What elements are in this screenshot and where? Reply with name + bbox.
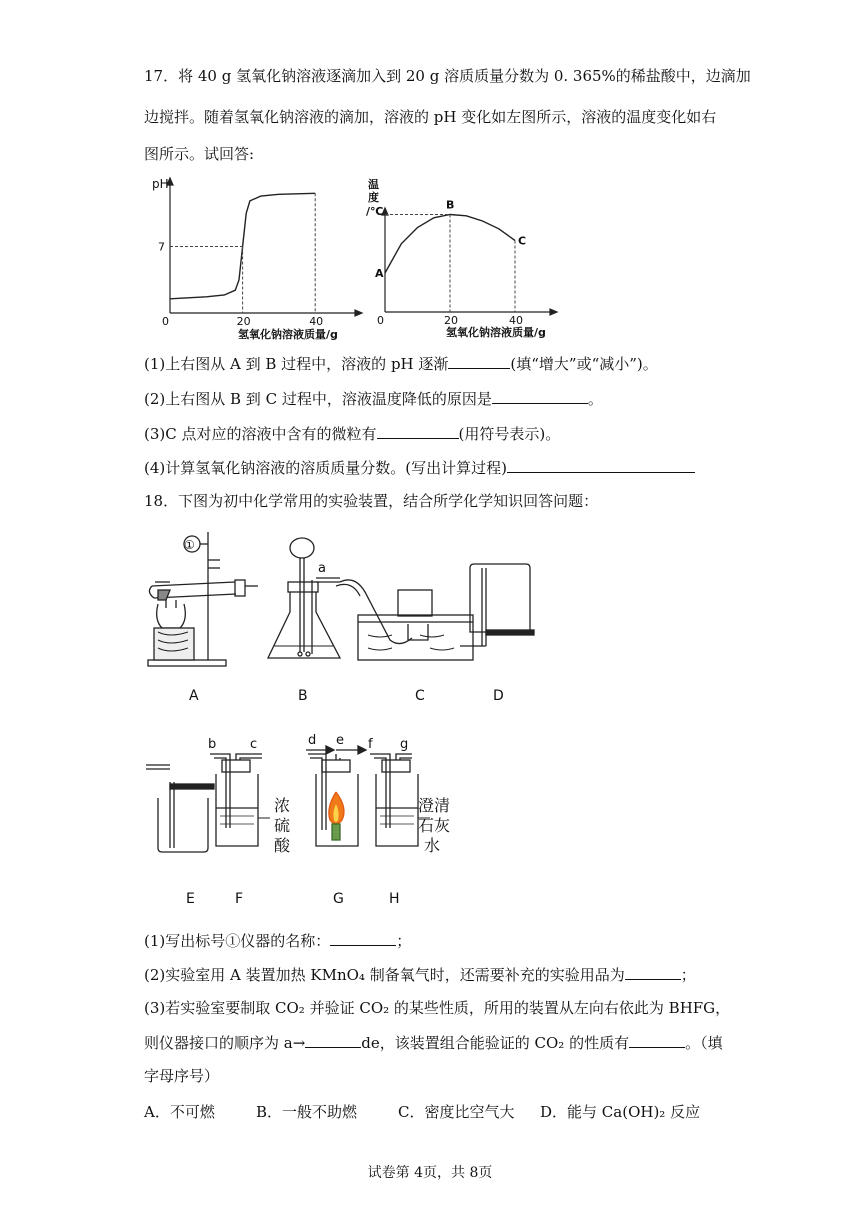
q17-sub3-tail: (用符号表示)。 — [458, 425, 561, 443]
q17-line-3: 图所示。试回答: — [144, 145, 255, 163]
q17-sub1-tail: (填“增大”或“减小”)。 — [510, 355, 658, 373]
temp-y-label-3: /℃ — [366, 205, 384, 218]
ph-x-tick-20: 20 — [236, 315, 251, 328]
q17-sub4-text: (4)计算氢氧化钠溶液的溶质质量分数。(写出计算过程) — [144, 459, 507, 477]
temp-y-label-1: 温 — [368, 178, 379, 191]
temp-chart-axes — [382, 208, 557, 315]
point-a-label: A — [375, 267, 384, 280]
q17-sub2-blank[interactable] — [492, 388, 588, 404]
reagent-f-2: 硫 — [274, 816, 291, 835]
apparatus-a — [148, 532, 258, 666]
point-b-label: B — [446, 198, 455, 212]
ph-chart — [150, 170, 365, 345]
ph-x-label: 氢氧化钠溶液质量/g — [238, 328, 338, 341]
q18-sub1-text: (1)写出标号①仪器的名称： — [144, 932, 331, 950]
apparatus-g — [306, 733, 366, 846]
q17-sub-3 — [144, 423, 560, 444]
q17-sub-1 — [144, 353, 658, 374]
port-d-label: d — [308, 733, 317, 748]
port-b-label: b — [208, 737, 217, 752]
q18-sub3-blank-1[interactable] — [305, 1032, 361, 1048]
option-d[interactable]: D．能与 Ca(OH)₂ 反应 — [540, 1103, 701, 1121]
label-d: D — [493, 688, 504, 704]
port-a-label: a — [318, 561, 326, 576]
temp-x-tick-40: 40 — [509, 314, 523, 327]
q18-sub3-text-c: 。（填 — [685, 1034, 723, 1052]
label-c: C — [415, 688, 425, 704]
q18-sub1-blank[interactable] — [330, 930, 396, 946]
label-f: F — [235, 891, 244, 907]
point-c-label: C — [518, 234, 527, 248]
label-e: E — [186, 891, 195, 907]
temp-x-tick-0: 0 — [377, 314, 384, 327]
temp-x-tick-20: 20 — [444, 314, 458, 327]
q17-sub2-tail: 。 — [587, 390, 603, 408]
reagent-f-3: 酸 — [274, 836, 291, 855]
apparatus-b — [268, 538, 340, 658]
ph-x-tick-0: 0 — [162, 315, 169, 328]
q18-sub2-text: (2)实验室用 A 装置加热 KMnO₄ 制备氧气时，还需要补充的实验用品为 — [144, 966, 625, 984]
q18-sub-3-line-1: (3)若实验室要制取 CO₂ 并验证 CO₂ 的某些性质，所用的装置从左向右依此为 BHFG， — [144, 999, 731, 1017]
q18-sub-2 — [144, 964, 696, 985]
reagent-h-1: 澄清 — [418, 796, 451, 815]
temp-x-label: 氢氧化钠溶液质量/g — [446, 326, 546, 339]
q18-sub3-text-b: de，该装置组合能验证的 CO₂ 的性质有 — [361, 1034, 630, 1052]
option-b[interactable]: B．一般不助燃 — [256, 1103, 358, 1121]
apparatus-row-1 — [140, 520, 540, 680]
q17-sub1-blank[interactable] — [448, 353, 510, 369]
q17-sub3-blank[interactable] — [377, 423, 459, 439]
ph-y-label: pH — [152, 177, 169, 191]
q17-line-1: 17．将 40 g 氢氧化钠溶液逐滴加入到 20 g 溶质质量分数为 0. 365%的稀盐酸中，边滴加 — [144, 67, 751, 85]
ph-y-tick-7: 7 — [158, 240, 165, 254]
apparatus-d — [460, 564, 534, 646]
reagent-h-3: 水 — [424, 836, 441, 855]
q17-sub-4 — [144, 457, 695, 478]
q18-sub2-blank[interactable] — [625, 964, 681, 980]
q18-sub-3-line-3: 字母序号） — [144, 1067, 220, 1085]
reagent-f-1: 浓 — [274, 796, 291, 815]
q17-sub-2 — [144, 388, 603, 409]
apparatus-c — [336, 580, 473, 660]
port-c-label: c — [250, 737, 258, 752]
apparatus-f — [208, 737, 270, 846]
marker-circled-1: ① — [184, 538, 195, 552]
label-g: G — [333, 891, 344, 907]
q18-sub2-tail: ； — [680, 966, 696, 984]
temp-chart-marks — [375, 199, 526, 328]
q17-sub4-blank[interactable] — [507, 457, 695, 473]
temperature-chart — [360, 170, 560, 345]
q17-sub3-text: (3)C 点对应的溶液中含有的微粒有 — [144, 425, 377, 443]
q18-stem: 18．下图为初中化学常用的实验装置，结合所学化学知识回答问题： — [144, 492, 599, 510]
port-e-label: e — [336, 733, 344, 748]
apparatus-e — [146, 765, 214, 852]
q17-line-2: 边搅拌。随着氢氧化钠溶液的滴加，溶液的 pH 变化如左图所示，溶液的温度变化如右 — [144, 108, 717, 126]
option-a[interactable]: A．不可燃 — [144, 1103, 215, 1121]
ph-chart-marks — [158, 193, 323, 328]
label-b: B — [298, 688, 308, 704]
option-c[interactable]: C．密度比空气大 — [398, 1103, 515, 1121]
q18-sub3-blank-2[interactable] — [629, 1032, 685, 1048]
label-h: H — [389, 891, 400, 907]
q18-sub3-text-a: 则仪器接口的顺序为 a→ — [144, 1034, 306, 1052]
port-f-label: f — [368, 737, 373, 752]
port-g-label: g — [400, 737, 409, 752]
temperature-curve — [385, 215, 515, 274]
q17-sub1-text: (1)上右图从 A 到 B 过程中，溶液的 pH 逐渐 — [144, 355, 449, 373]
q18-sub-1 — [144, 930, 411, 951]
q18-sub-3-line-2 — [144, 1032, 723, 1053]
ph-x-tick-40: 40 — [309, 315, 324, 328]
label-a: A — [189, 688, 199, 704]
page-footer: 试卷第 4页，共 8页 — [367, 1165, 493, 1181]
q17-sub2-text: (2)上右图从 B 到 C 过程中，溶液温度降低的原因是 — [144, 390, 492, 408]
temp-y-label-2: 度 — [368, 191, 379, 204]
reagent-h-2: 石灰 — [418, 816, 451, 835]
q18-sub1-tail: ； — [396, 932, 412, 950]
